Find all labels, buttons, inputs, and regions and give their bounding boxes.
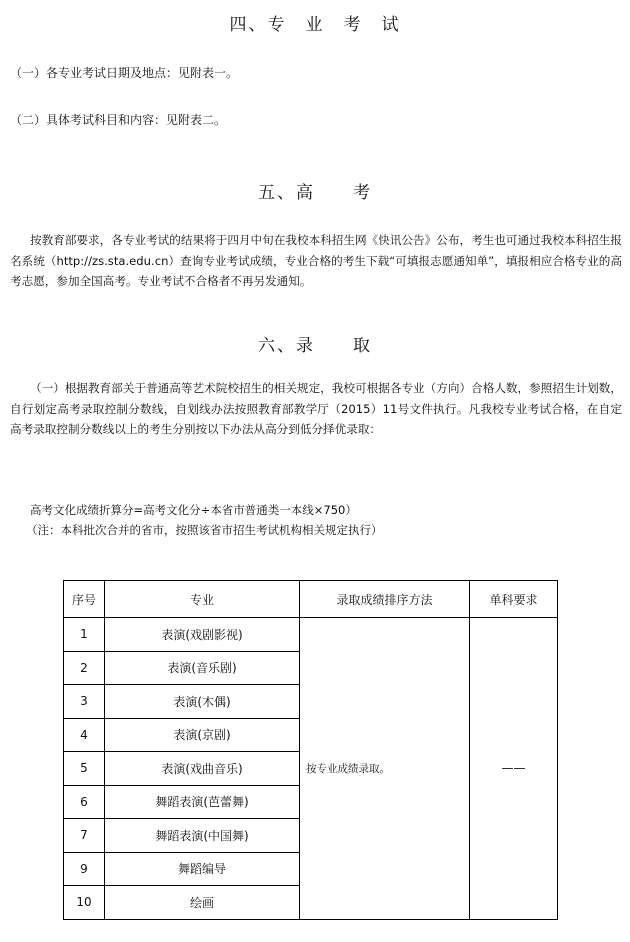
score-formula: 高考文化成绩折算分=高考文化分÷本省市普通类一本线×750） [30, 503, 357, 517]
section-4-item-1: （一）各专业考试日期及地点：见附表一。 [10, 66, 239, 80]
row-no: 10 [64, 886, 105, 920]
row-major: 舞蹈编导 [105, 852, 300, 886]
header-requirement: 单科要求 [470, 581, 558, 618]
row-major: 绘画 [105, 886, 300, 920]
admission-table [63, 580, 558, 920]
header-no: 序号 [64, 581, 105, 618]
section-6-heading: 六、录 取 [258, 336, 372, 356]
row-no: 2 [64, 651, 105, 685]
row-no: 5 [64, 752, 105, 786]
sorting-method-cell: 按专业成绩录取。 [300, 618, 470, 920]
header-major: 专业 [105, 581, 300, 618]
requirement-cell: —— [470, 618, 558, 920]
section-6-paragraph: （一）根据教育部关于普通高等艺术院校招生的相关规定，我校可根据各专业（方向）合格人数，参照招生计划数，自行划定高考录取控制分数线，自划线办法按照教育部教学厅（2015）11号文件执行。凡我校专业考试合格，在自定高考录取控制分数线以上的考生分别按以下办法从高分到低分择优录取： [10, 381, 622, 436]
row-no: 1 [64, 618, 105, 652]
row-major: 舞蹈表演(芭蕾舞) [105, 785, 300, 819]
row-major: 表演(京剧) [105, 718, 300, 752]
header-method: 录取成绩排序方法 [300, 581, 470, 618]
table-header-row [64, 581, 558, 618]
row-no: 9 [64, 852, 105, 886]
section-5-paragraph: 按教育部要求，各专业考试的结果将于四月中旬在我校本科招生网《快讯公告》公布，考生也可通过我校本科招生报名系统（http://zs.sta.edu.cn）查询专业考试成绩，专业合格的考生下载“可填报志愿通知单”，填报相应合格专业的高考志愿，参加全国高考。专业考试不合格者不再另发通知。 [10, 233, 622, 288]
section-5-heading: 五、高 考 [258, 183, 372, 203]
row-major: 表演(音乐剧) [105, 651, 300, 685]
row-major: 表演(戏剧影视) [105, 618, 300, 652]
table-row [64, 618, 558, 652]
row-no: 6 [64, 785, 105, 819]
row-major: 表演(木偶) [105, 685, 300, 719]
section-4-heading: 四、专 业 考 试 [229, 15, 401, 35]
row-no: 3 [64, 685, 105, 719]
section-4-item-2: （二）具体考试科目和内容：见附表二。 [10, 113, 227, 127]
row-no: 7 [64, 819, 105, 853]
province-note: （注：本科批次合并的省市，按照该省市招生考试机构相关规定执行） [26, 523, 383, 537]
row-major: 表演(戏曲音乐) [105, 752, 300, 786]
row-no: 4 [64, 718, 105, 752]
row-major: 舞蹈表演(中国舞) [105, 819, 300, 853]
